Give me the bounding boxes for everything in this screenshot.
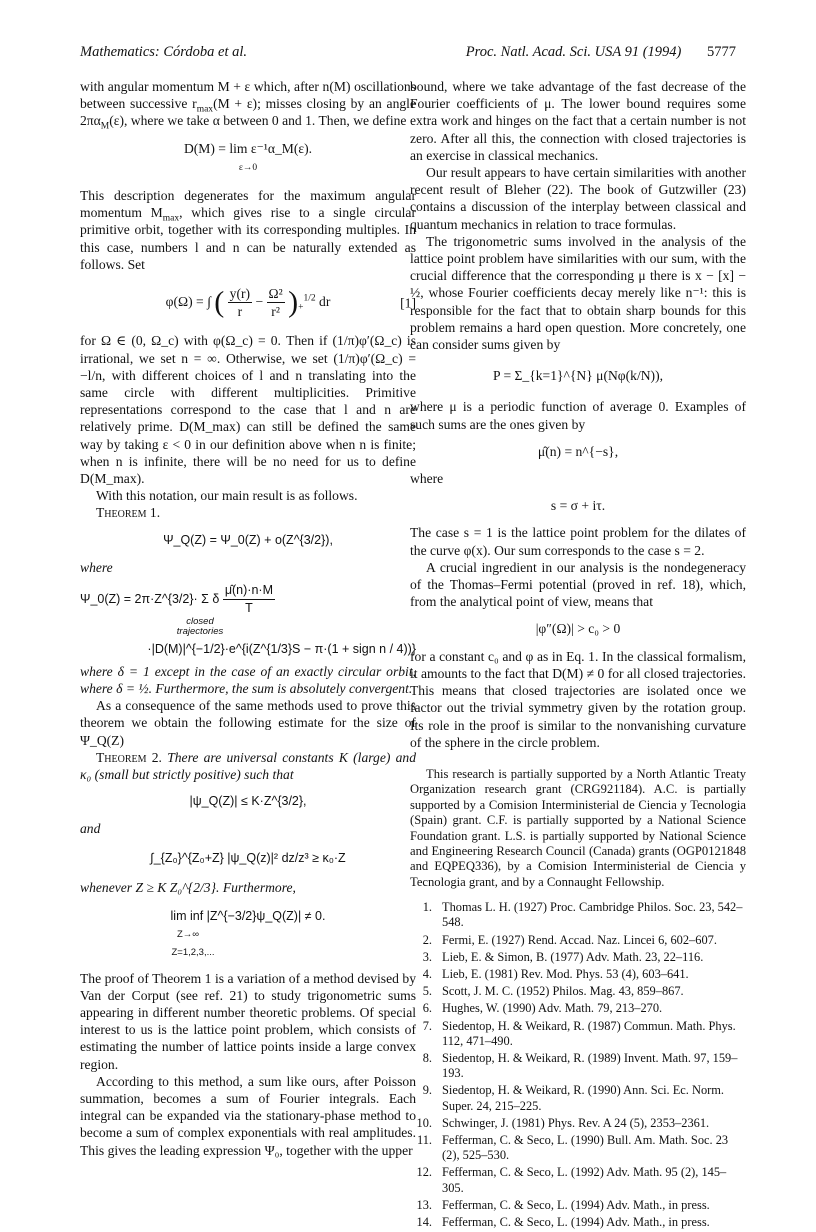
reference-number: 7. xyxy=(422,1018,432,1033)
paragraph: The case s = 1 is the lattice point problem for the dilates of the curve φ(x). Our sum corresponds to the case s = 2. xyxy=(410,525,746,558)
paragraph: The proof of Theorem 1 is a variation of a method devised by Van der Corput (see ref. 21) to study trigonometric sums appearing in different number theoretic problems. Of special interest to us is the lattice point problem, which consists of estimating the number of lattice points inside a large convex region. xyxy=(80,970,416,1072)
equation-dm: D(M) = lim ε⁻¹α_M(ε). ε→0 xyxy=(183,140,313,173)
equation-liminf: lim inf |Z^{−3/2}ψ_Q(Z)| ≠ 0. Z→∞ Z=1,2,3,... xyxy=(170,908,326,959)
reference-number: 1. xyxy=(422,900,432,915)
reference-text: Fefferman, C. & Seco, L. (1990) Bull. Am. Math. Soc. 23 (2), 525–530. xyxy=(442,1133,729,1163)
reference-text: Fefferman, C. & Seco, L. (1994) Adv. Math., in press. xyxy=(442,1197,710,1212)
reference-text: Siedentop, H. & Weikard, R. (1990) Ann. Sci. Ec. Norm. Super. 24, 215–225. xyxy=(442,1083,725,1113)
paragraph: for Ω ∈ (0, Ω_c) with φ(Ω_c) = 0. Then if (1/π)φ′(Ω_c) is irrational, we set n = ∞. Otherwise, we set (1/π)φ′(Ω_c) = −l/n, with different choices of l and n translating into the same circle with different multiplicities. Primitive representations correspond to the case that l and n are relatively prime. D(M_max) can still be defined the same way by taking ε < 0 in our definition above when n is finite; when n is infinite, there will be no need for us to define D(M_max). xyxy=(80,333,416,487)
page-number: 5777 xyxy=(707,44,736,60)
paragraph: where μ is a periodic function of average 0. Examples of such sums are the ones given by xyxy=(410,399,746,432)
equation-s: s = σ + iτ. xyxy=(550,498,606,514)
header-journal: Proc. Natl. Acad. Sci. USA 91 (1994) xyxy=(465,44,682,60)
paragraph: bound, where we take advantage of the fast decrease of the Fourier coefficients of μ. The lower bound requires some extra work and hinges on the fact that a certain number is not zero. After all this, the connection with closed trajectories is an exercise in classical mechanics. xyxy=(410,79,746,163)
header-section: Mathematics: Córdoba et al. xyxy=(80,44,247,60)
header-journal-block xyxy=(466,44,736,61)
where-label: where xyxy=(410,471,444,487)
reference-item xyxy=(410,900,746,930)
paragraph: With this notation, our main result is as follows. xyxy=(96,488,358,504)
reference-number: 9. xyxy=(422,1083,432,1098)
reference-item xyxy=(410,1165,746,1195)
paragraph: for a constant c₀ and φ as in Eq. 1. In the classical formalism, it amounts to the fact that D(M) ≠ 0 for all closed trajectories. This means that closed trajectories are isolated once we factor out the trivial symmetry given by the rotation group. Its role in the proof is similar to the nonvanishing curvature of the sphere in the circle problem. xyxy=(410,648,746,750)
equation-theorem-2a: |ψ_Q(Z)| ≤ K·Z^{3/2}, xyxy=(189,794,307,809)
reference-number: 6. xyxy=(422,1001,432,1016)
equation-psi0: Ψ_0(Z) = 2π·Z^{3/2}· Σ δ $\frac{\mû(n)\cdot n\cdot M}{T}$ closed trajectories ·|D(M)|^{−1/2}·e^{i(Z^{1/3}S − π·(1 + sign n / 4))} xyxy=(80,583,416,657)
reference-text: Lieb, E. & Simon, B. (1977) Adv. Math. 23, 22–116. xyxy=(442,949,704,964)
equation-1: φ(Ω) = ∫ ( $\frac{y(r)}{r}$ − $\frac{\text{Ω²}}{\text{r²}}$ )$_+^{1/2}$ dr [1] xyxy=(165,285,416,320)
paragraph: with angular momentum M + ε which, after n(M) oscillations between successive $r_{max}(M + \varepsilon)$; misses closing by an angle $2\pi\alpha_M(\varepsilon)$, where we take α between 0 and 1. Then, we define xyxy=(80,79,416,133)
left-column xyxy=(80,78,416,1159)
reference-text: Siedentop, H. & Weikard, R. (1989) Invent. Math. 97, 159–193. xyxy=(442,1050,738,1081)
reference-number: 13. xyxy=(416,1197,432,1212)
reference-number: 10. xyxy=(416,1115,432,1130)
paragraph: A crucial ingredient in our analysis is the nondegeneracy of the Thomas–Fermi potential (proved in ref. 18), which, from the analytical point of view, means that xyxy=(410,559,746,610)
reference-number: 11. xyxy=(416,1133,432,1147)
right-column xyxy=(410,78,746,1232)
reference-text: Fefferman, C. & Seco, L. (1994) Adv. Math., in press. xyxy=(442,1215,710,1230)
reference-list xyxy=(410,900,746,1230)
reference-number: 3. xyxy=(422,949,432,964)
theorem-2-tail: whenever Z ≥ K Z₀^{2/3}. Furthermore, xyxy=(80,879,296,895)
theorem-1-label: Theorem 1. xyxy=(96,505,161,521)
reference-number: 5. xyxy=(422,984,432,999)
paragraph: Our result appears to have certain similarities with another recent result of Bleher (22). The book of Gutzwiller (23) contains a discussion of the interplay between classical and quantum mechanics in relation to trace formulas. xyxy=(410,165,746,232)
equation-theorem-2b: ∫_{Z₀}^{Z₀+Z} |ψ_Q(z)|² dz/z³ ≥ κ₀·Z xyxy=(150,850,346,865)
equation-mu: μ̂(n) = n^{−s}, xyxy=(537,443,619,459)
reference-number: 2. xyxy=(422,932,432,947)
reference-text: Fermi, E. (1927) Rend. Accad. Naz. Lincei 6, 602–607. xyxy=(442,932,717,947)
paragraph: The trigonometric sums involved in the analysis of the lattice point problem have similarities with our sum, with the crucial difference that the corresponding μ there is x − [x] − ½, whose Fourier coefficients decay merely like n⁻¹: this is responsible for the fact that to obtain sharp bounds for this problem remains a hard open question. More concretely, one can consider sums given by xyxy=(410,233,746,353)
reference-text: Fefferman, C. & Seco, L. (1992) Adv. Math. 95 (2), 145–305. xyxy=(442,1165,727,1195)
reference-item xyxy=(410,1215,746,1230)
theorem-2: Theorem 2. There are universal constants K (large) and κ₀ (small but strictly positive) such that xyxy=(80,749,416,782)
equation-P: P = Σ_{k=1}^{N} μ(Nφ(k/N)), xyxy=(492,368,664,384)
reference-item xyxy=(410,1116,746,1131)
reference-item xyxy=(410,1019,746,1049)
equation-number: [1] xyxy=(400,295,416,311)
and-label: and xyxy=(80,821,101,837)
reference-item xyxy=(410,1083,746,1113)
running-head xyxy=(80,44,736,64)
reference-text: Lieb, E. (1981) Rev. Mod. Phys. 53 (4), 603–641. xyxy=(442,966,689,981)
where-label: where xyxy=(80,559,113,575)
paragraph: According to this method, a sum like ours, after Poisson summation, becomes a sum of Fourier integrals. Each integral can be expanded via the stationary-phase method to become a sum of complex exponentials with real amplitudes. This gives the leading expression Ψ₀, together with the upper xyxy=(80,1073,416,1158)
reference-item xyxy=(410,984,746,999)
equation-theorem-1: Ψ_Q(Z) = Ψ_0(Z) + o(Z^{3/2}), xyxy=(163,532,333,547)
paragraph: As a consequence of the same methods used to prove this theorem we obtain the following estimate for the size of Ψ_Q(Z) xyxy=(80,698,416,748)
equation-phi: |φ″(Ω)| > c₀ > 0 xyxy=(535,621,621,637)
reference-text: Scott, J. M. C. (1952) Philos. Mag. 43, 859–867. xyxy=(442,984,684,999)
reference-item xyxy=(410,967,746,982)
reference-text: Schwinger, J. (1981) Phys. Rev. A 24 (5), 2353–2361. xyxy=(442,1115,710,1130)
reference-text: Thomas L. H. (1927) Proc. Cambridge Philos. Soc. 23, 542–548. xyxy=(442,900,743,930)
reference-item xyxy=(410,1051,746,1081)
reference-number: 12. xyxy=(416,1165,432,1180)
reference-number: 8. xyxy=(422,1050,432,1065)
reference-text: Siedentop, H. & Weikard, R. (1987) Commun. Math. Phys. 112, 471–490. xyxy=(442,1018,736,1048)
reference-number: 4. xyxy=(422,966,432,981)
reference-item xyxy=(410,1198,746,1213)
reference-number: 14. xyxy=(416,1215,432,1230)
reference-text: Hughes, W. (1990) Adv. Math. 79, 213–270. xyxy=(442,1001,663,1016)
reference-item xyxy=(410,1133,746,1163)
acknowledgments: This research is partially supported by a North Atlantic Treaty Organization research grant (CRG921184). A.C. is partially supported by a Comision Interministerial de Ciencia y Tecnologia (Spain) grant. C.F. is partially supported by a National Science Foundation grant. L.S. is partially supported by National Science and Engineering Research Council (Canada) grants (OGP0121848 and EQPEQ336), by a Comision Interministerial de Ciencia y Tecnologia grant, and by a Connaught Fellowship. xyxy=(410,766,746,889)
reference-item xyxy=(410,1001,746,1016)
paragraph: This description degenerates for the maximum angular momentum $M_{max}$, which gives rise to a single circular primitive orbit, together with its corresponding multiples. In this case, numbers l and n can be naturally extended as follows. Set xyxy=(80,188,416,272)
theorem-1-tail: where δ = 1 except in the case of an exactly circular orbit, where δ = ½. Furthermore, the sum is absolutely convergent. xyxy=(80,663,416,696)
reference-item xyxy=(410,950,746,965)
reference-item xyxy=(410,933,746,948)
